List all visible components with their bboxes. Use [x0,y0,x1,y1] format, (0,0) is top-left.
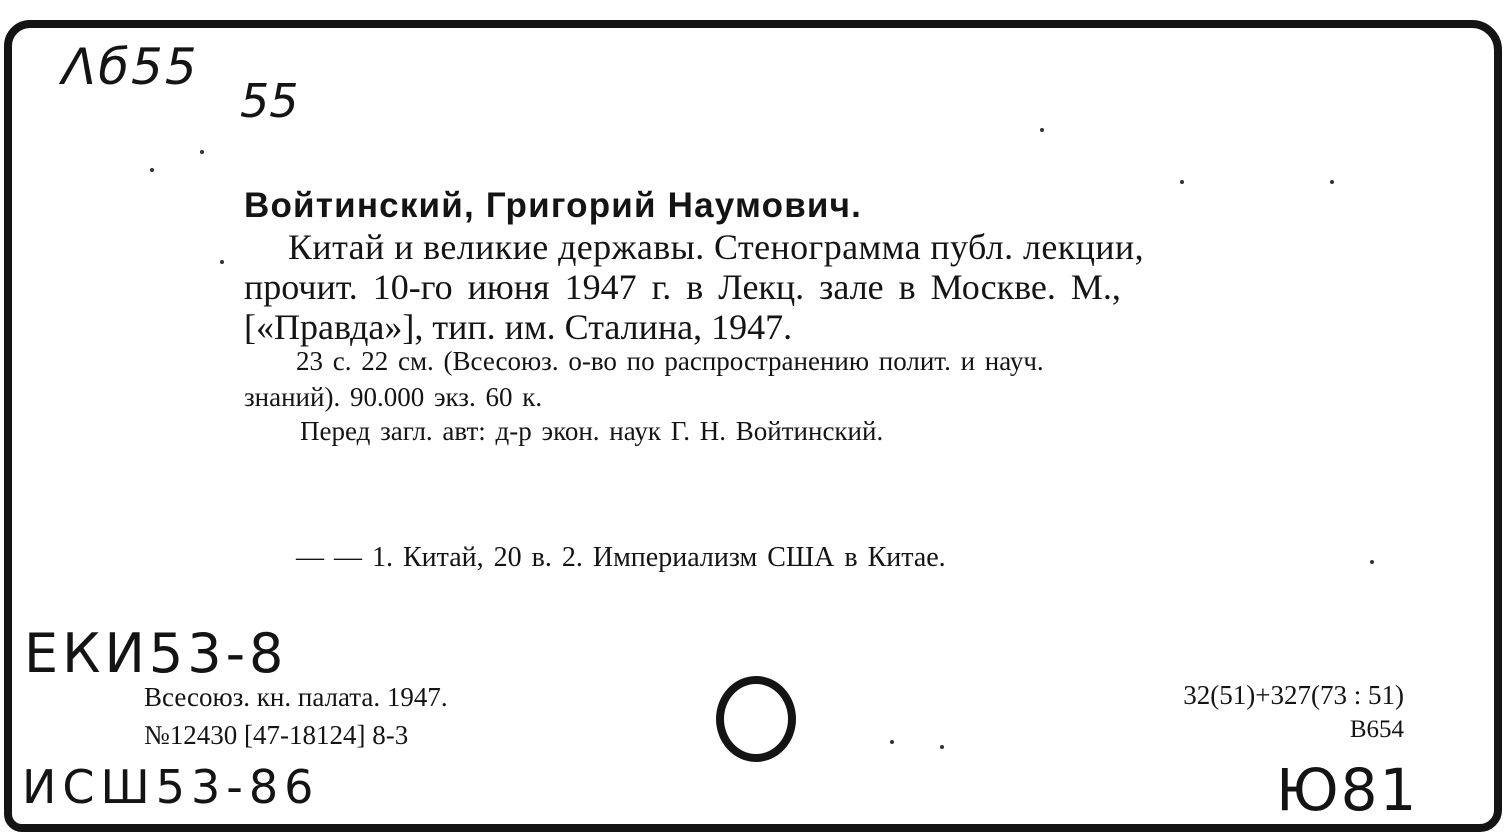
speck [150,168,154,172]
title-line-1: Китай и великие державы. Стенограмма публ. лекции, [288,227,1144,267]
handwritten-code-1: ЕКИ53-8 [24,622,288,685]
author-mark: В654 [1349,716,1404,743]
speck [1330,180,1334,184]
author-heading: Войтинский, Григорий Наумович. [244,186,863,225]
publisher-line-2: №12430 [47-18124] 8-3 [144,720,409,750]
speck [1370,560,1374,564]
subject-headings: — — 1. Китай, 20 в. 2. Империализм США в Китае. [296,542,946,573]
title-line-3: [«Правда»], тип. им. Сталина, 1947. [244,307,793,347]
collation-line-2: знаний). 90.000 экз. 60 к. [244,382,543,412]
classification-number: 32(51)+327(73 : 51) [1183,680,1404,710]
author-note: Перед загл. авт: д-р экон. наук Г. Н. Войтинский. [300,416,884,446]
punch-hole [716,676,796,762]
speck [220,260,224,264]
speck [890,740,894,744]
shelf-mark: Λб55 [62,38,199,96]
collation-line-1: 23 с. 22 см. (Всесоюз. о-во по распространению полит. и науч. [296,346,1044,376]
shelf-mark-sub: 55 [240,74,299,128]
speck [1180,180,1184,184]
publisher-line-1: Всесоюз. кн. палата. 1947. [144,682,448,712]
speck [200,150,204,154]
speck [1040,128,1044,132]
handwritten-code-2: ИСШ53-86 [22,760,320,814]
speck [940,745,944,749]
handwritten-code-3: Ю81 [1276,756,1419,824]
title-line-2: прочит. 10-го июня 1947 г. в Лекц. зале в Москве. М., [244,267,1121,307]
